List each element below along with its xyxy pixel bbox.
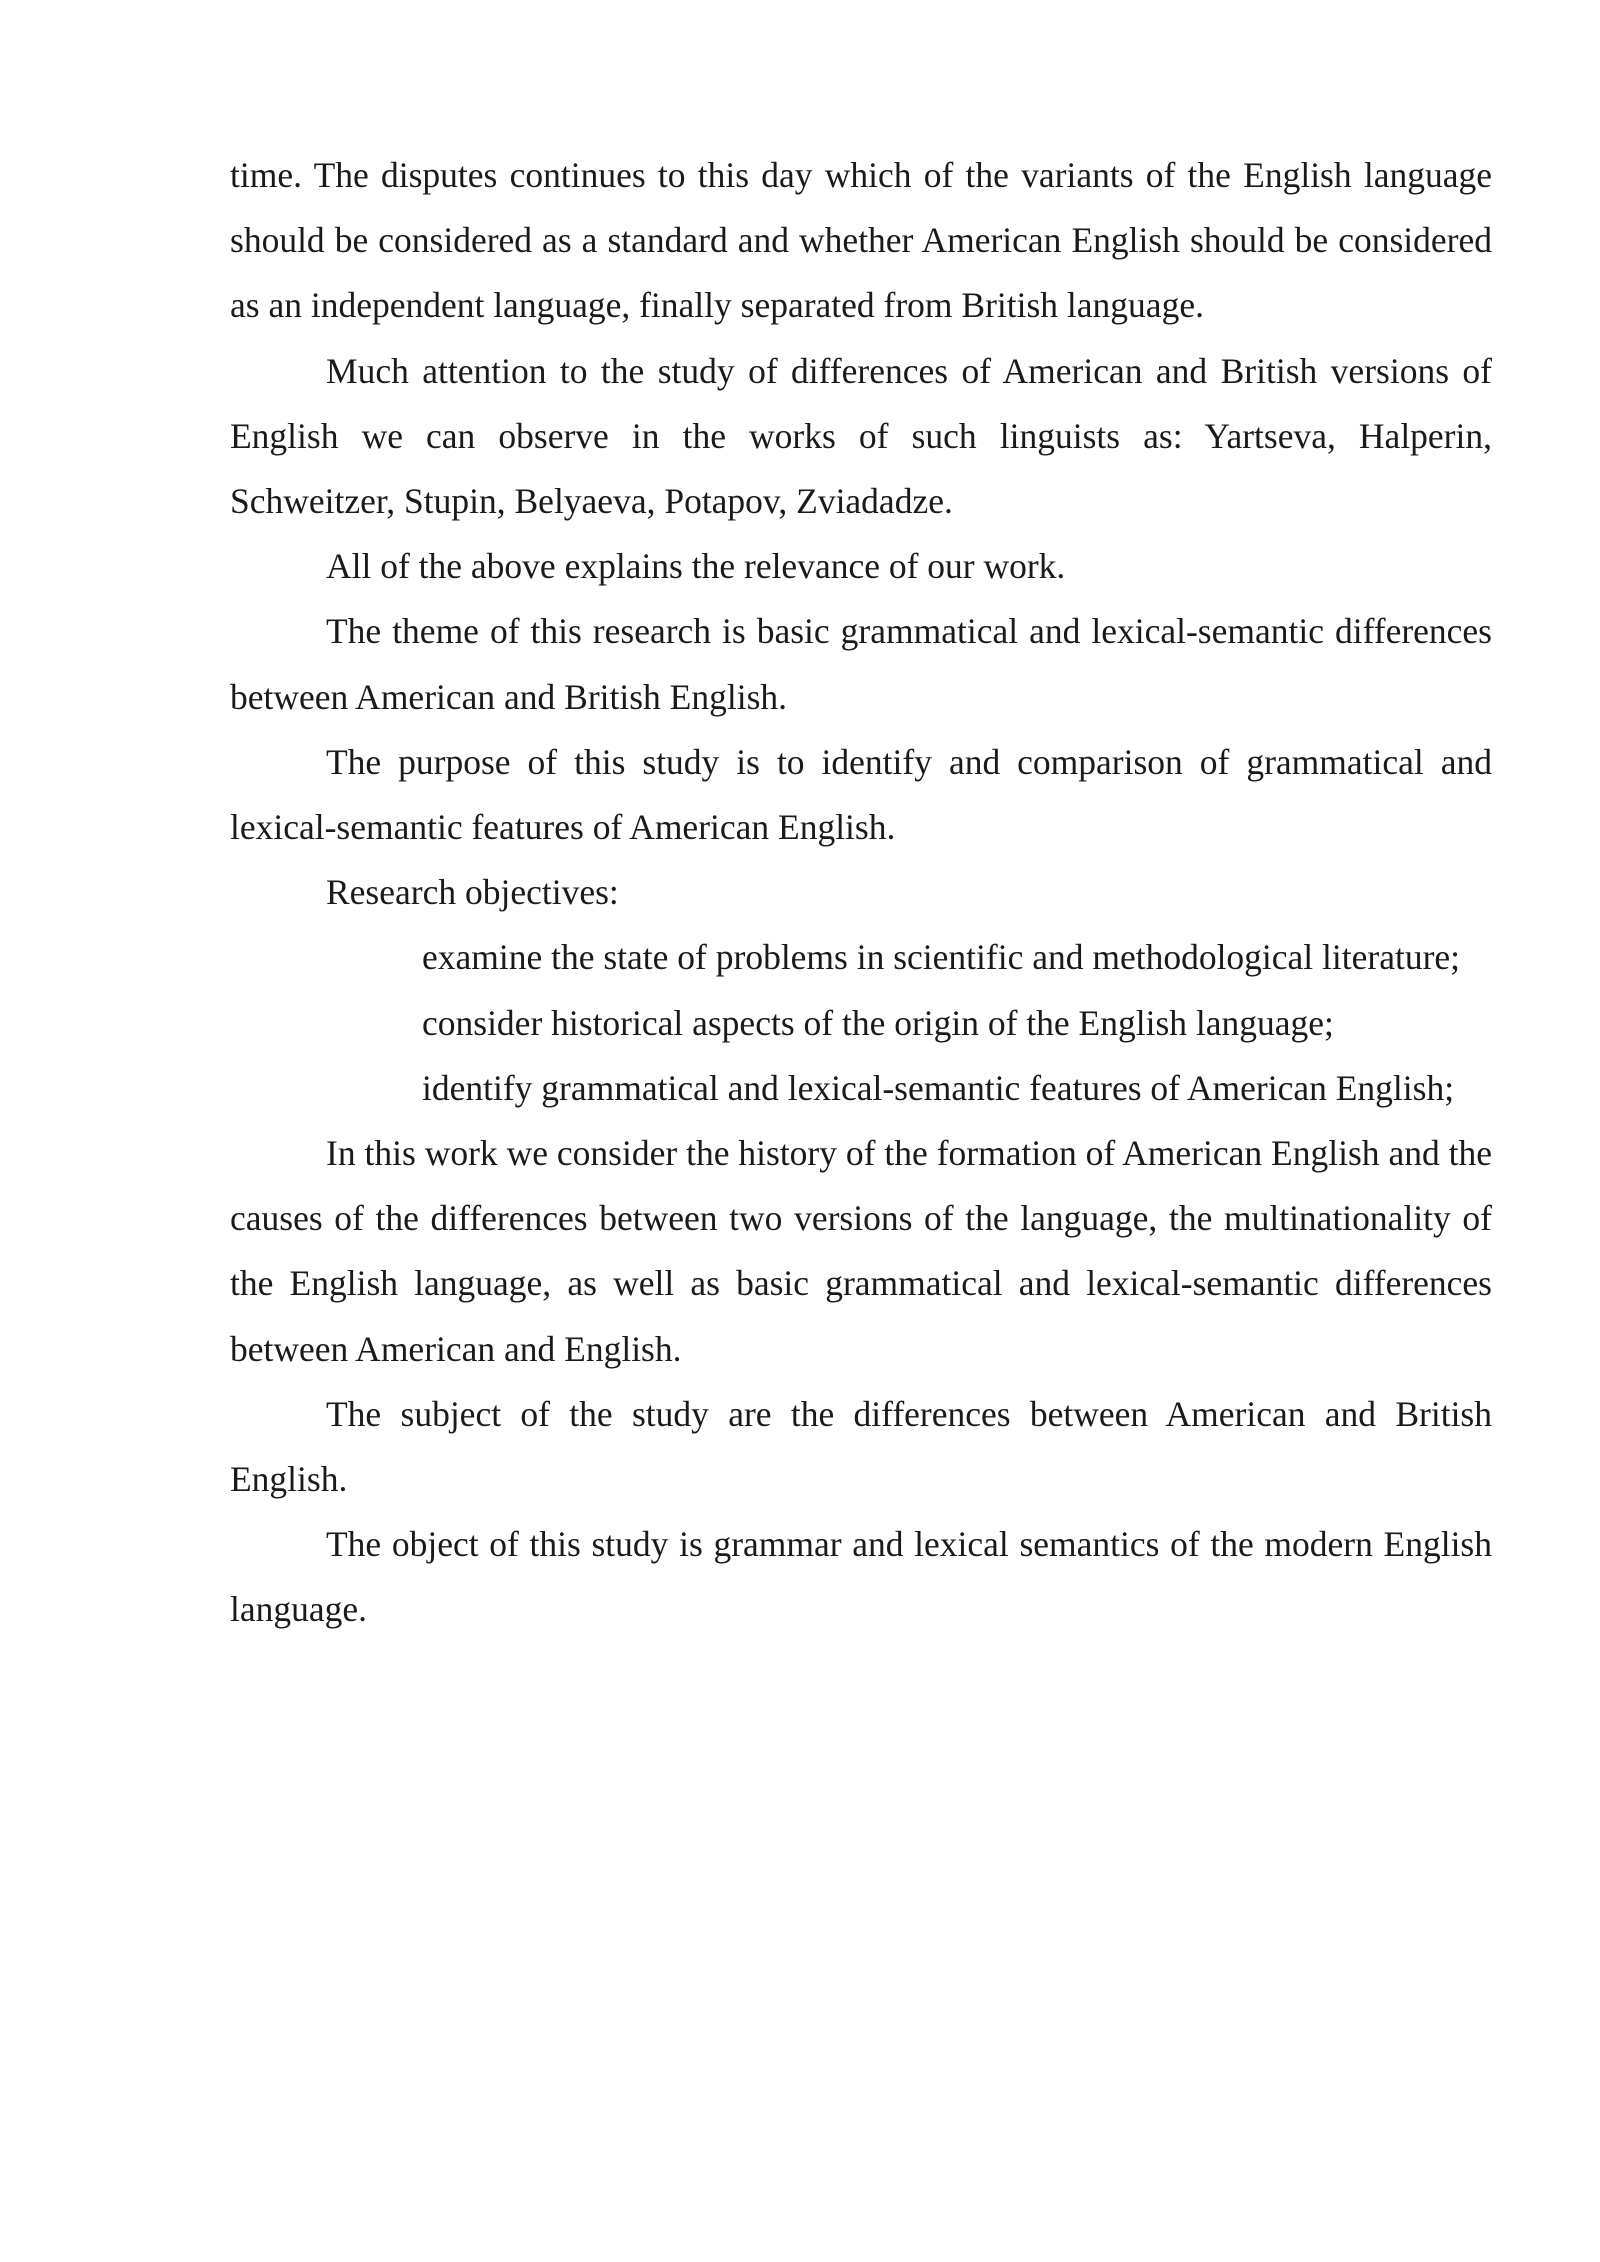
paragraph-objectives-heading: Research objectives: (326, 872, 619, 913)
paragraph-purpose: The purpose of this study is to identify and comparison of grammatical and lexical-semantic features of American English. (230, 741, 1492, 848)
paragraph-relevance: All of the above explains the relevance of our work. (326, 546, 1066, 587)
objective-item-1: examine the state of problems in scientific and methodological literature; (422, 937, 1461, 978)
paragraph-object: The object of this study is grammar and lexical semantics of the modern English language. (230, 1524, 1492, 1630)
paragraph-continuation: time. The disputes continues to this day which of the variants of the English language should be considered as a standard and whether American English should be considered as an independent language, finally separated from British language. (230, 155, 1492, 326)
paragraph-subject: The subject of the study are the differences between American and British English. (230, 1393, 1492, 1500)
objective-item-2: consider historical aspects of the origin of the English language; (422, 1002, 1334, 1043)
document-body (230, 143, 1492, 1643)
paragraph-scope: In this work we consider the history of the formation of American English and the causes of the differences between two versions of the language, the multinationality of the English language, as well as basic grammatical and lexical-semantic differences between American and English. (230, 1133, 1492, 1369)
objective-item-3: identify grammatical and lexical-semantic features of American English; (422, 1067, 1455, 1108)
paragraph-linguists: Much attention to the study of differences of American and British versions of English we can observe in the works of such linguists as: Yartseva, Halperin, Schweitzer, Stupin, Belyaeva, Potapov, Zviadadze. (230, 350, 1492, 522)
paragraph-theme: The theme of this research is basic grammatical and lexical-semantic differences between American and British English. (230, 611, 1492, 717)
